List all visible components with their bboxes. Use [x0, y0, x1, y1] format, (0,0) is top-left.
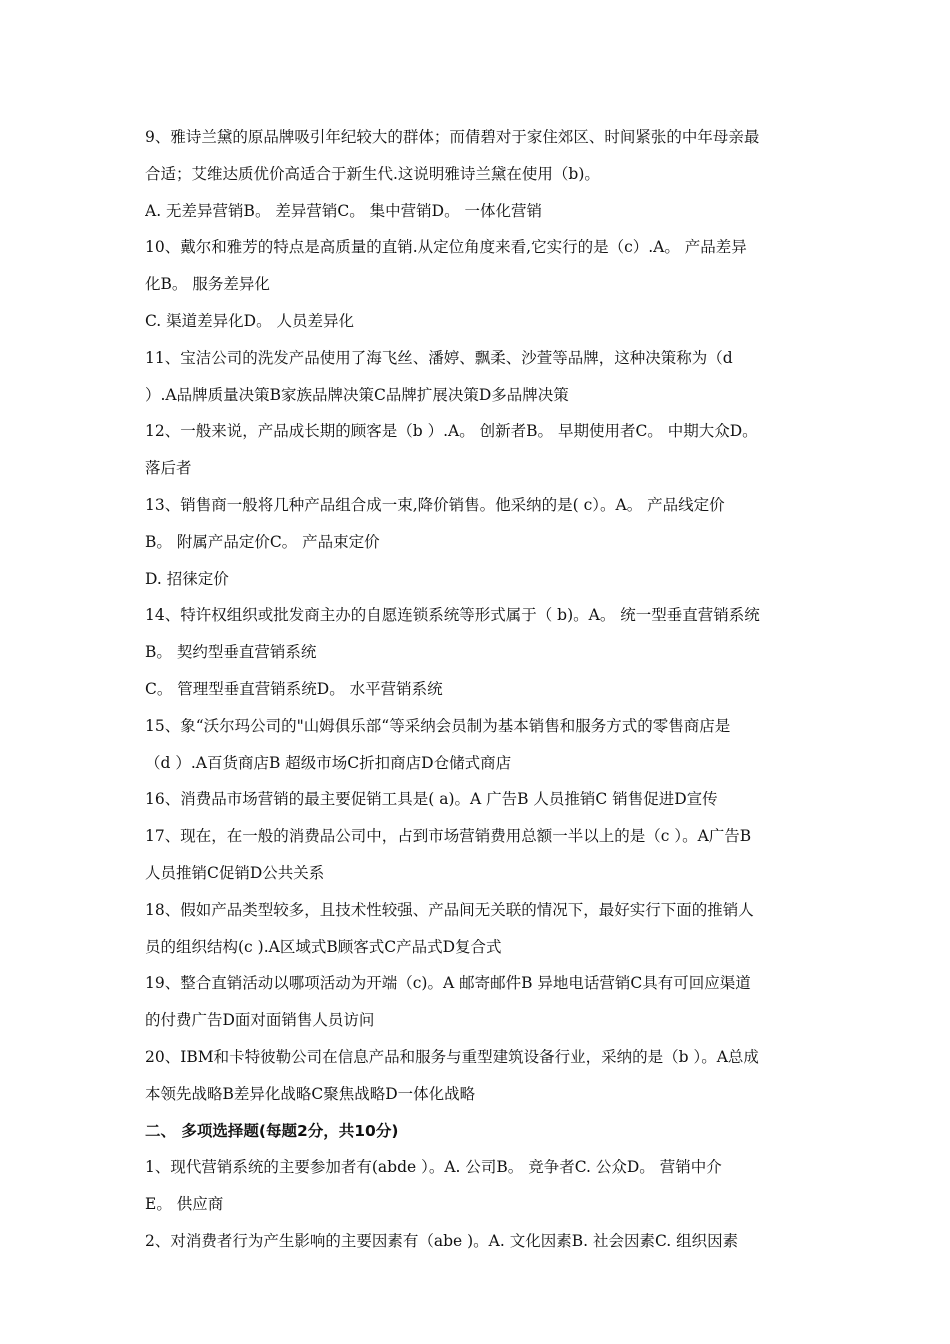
text-line: 的付费广告D面对面销售人员访问 [145, 1011, 375, 1030]
text-line: 13、销售商一般将几种产品组合成一束,降价销售。他采纳的是( c）。A。 产品线定价 [145, 495, 725, 514]
text-line: 10、戴尔和雅芳的特点是高质量的直销.从定位角度来看,它实行的是（c）.A。 产品差异 [145, 238, 747, 257]
text-line: B。 附属产品定价C。 产品束定价 [145, 532, 380, 551]
text-line: 落后者 [145, 459, 192, 478]
text-line: 化B。 服务差异化 [145, 275, 270, 294]
text-line: 本领先战略B差异化战略C聚焦战略D一体化战略 [145, 1084, 476, 1103]
text-line: C. 渠道差异化D。 人员差异化 [145, 311, 355, 330]
section-heading: 二、 多项选择题(每题2分，共10分) [145, 1121, 399, 1140]
text-line: 14、特许权组织或批发商主办的自愿连锁系统等形式属于（ b)。A。 统一型垂直营销系统 [145, 606, 760, 625]
text-line: 19、整合直销活动以哪项活动为开端（c)。A 邮寄邮件B 异地电话营销C具有可回应渠道 [145, 974, 751, 993]
text-line: 合适；艾维达质优价高适合于新生代.这说明雅诗兰黛在使用（b)。 [145, 164, 600, 183]
text-line: 9、雅诗兰黛的原品牌吸引年纪较大的群体；而倩碧对于家住郊区、时间紧张的中年母亲最 [145, 128, 760, 146]
text-line: 2、对消费者行为产生影响的主要因素有（abe )。A. 文化因素B. 社会因素C. 组织因素 [145, 1231, 739, 1250]
text-line: 11、宝洁公司的洗发产品使用了海飞丝、潘婷、飘柔、沙萱等品牌，这种决策称为（d [145, 348, 733, 367]
text-line: 人员推销C促销D公共关系 [145, 863, 325, 882]
document-body [145, 125, 810, 1266]
text-line: E。 供应商 [145, 1195, 224, 1214]
text-line: （d ）.A百货商店B 超级市场C折扣商店D仓储式商店 [145, 753, 512, 772]
text-line: 12、一般来说，产品成长期的顾客是（b ）.A。 创新者B。 早期使用者C。 中期大众D。 [145, 422, 758, 441]
text-line: 20、IBM和卡特彼勒公司在信息产品和服务与重型建筑设备行业，采纳的是（b ）。A总成 [145, 1047, 759, 1066]
text-line: B。 契约型垂直营销系统 [145, 643, 317, 662]
text-line: 15、象“沃尔玛公司的"山姆俱乐部“等采纳会员制为基本销售和服务方式的零售商店是 [145, 716, 731, 735]
text-line: ）.A品牌质量决策B家族品牌决策C品牌扩展决策D多品牌决策 [145, 385, 569, 404]
text-line: 17、现在，在一般的消费品公司中，占到市场营销费用总额一半以上的是（c ）。A广告B [145, 827, 752, 846]
text-line: D. 招徕定价 [145, 569, 229, 588]
text-line: 员的组织结构(c ).A区域式B顾客式C产品式D复合式 [145, 937, 502, 956]
text-line: A. 无差异营销B。 差异营销C。 集中营销D。 一体化营销 [145, 201, 543, 220]
text-line: 16、消费品市场营销的最主要促销工具是( a)。A 广告B 人员推销C 销售促进D宣传 [145, 790, 718, 809]
text-line: 1、现代营销系统的主要参加者有(abde ）。A. 公司B。 竞争者C. 公众D。 营销中介 [145, 1158, 722, 1177]
text-line: C。 管理型垂直营销系统D。 水平营销系统 [145, 679, 443, 698]
text-line: 18、假如产品类型较多，且技术性较强、产品间无关联的情况下，最好实行下面的推销人 [145, 900, 754, 919]
